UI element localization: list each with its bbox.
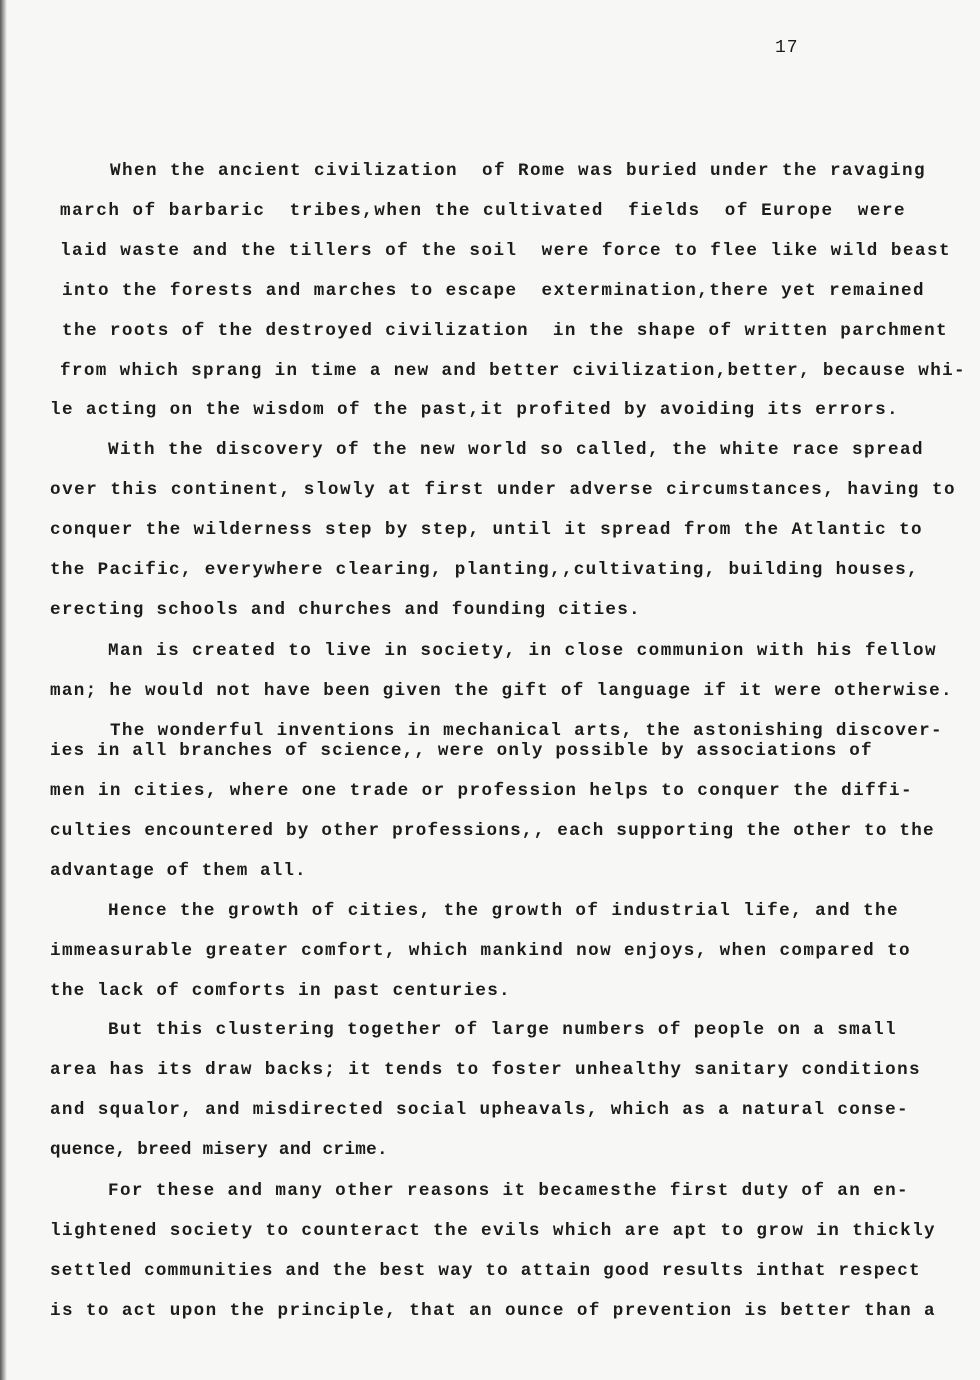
text-line: For these and many other reasons it becamesthe first duty of an en- [108,1181,909,1201]
text-line: The wonderful inventions in mechanical arts, the astonishing discover- [110,721,943,741]
text-line: Hence the growth of cities, the growth of industrial life, and the [108,901,900,921]
text-line: the roots of the destroyed civilization in the shape of written parchment [62,321,949,341]
text-line: When the ancient civilization of Rome was buried under the ravaging [110,161,927,181]
text-line: ies in all branches of science,, were only possible by associations of [50,741,873,761]
text-line: is to act upon the principle, that an ounce of prevention is better than a [50,1301,937,1321]
text-line: quence, breed misery and crime. [50,1140,388,1160]
text-line: immeasurable greater comfort, which mankind now enjoys, when compared to [50,941,911,961]
text-line: into the forests and marches to escape extermination,there yet remained [62,281,926,301]
page-number: 17 [775,38,799,58]
text-line: Man is created to live in society, in close communion with his fellow [108,641,938,661]
text-line: the lack of comforts in past centuries. [50,981,511,1001]
text-line: conquer the wilderness step by step, until it spread from the Atlantic to [50,520,923,540]
text-line: man; he would not have been given the gift of language if it were otherwise. [50,681,953,701]
text-line: advantage of them all. [50,861,307,881]
text-line: over this continent, slowly at first under adverse circumstances, having to [50,480,957,500]
text-line: erecting schools and churches and founding cities. [50,600,641,620]
text-line: le acting on the wisdom of the past,it profited by avoiding its errors. [50,400,899,420]
text-line: men in cities, where one trade or profession helps to conquer the diffi- [50,781,914,801]
text-line: culties encountered by other professions,, each supporting the other to the [50,821,935,841]
text-line: settled communities and the best way to attain good results inthat respect [50,1261,921,1281]
text-line: lightened society to counteract the evils which are apt to grow in thickly [50,1221,937,1241]
text-line: the Pacific, everywhere clearing, planting,,cultivating, building houses, [50,560,919,580]
text-line: But this clustering together of large numbers of people on a small [108,1020,897,1040]
text-line: laid waste and the tillers of the soil were force to flee like wild beast [60,241,952,261]
text-line: With the discovery of the new world so called, the white race spread [108,440,925,460]
text-line: from which sprang in time a new and better civilization,better, because whi- [60,361,966,381]
text-line: area has its draw backs; it tends to foster unhealthy sanitary conditions [50,1060,921,1080]
text-line: and squalor, and misdirected social upheavals, which as a natural conse- [50,1100,909,1120]
page-edge-shadow [0,0,7,1380]
text-line: march of barbaric tribes,when the cultivated fields of Europe were [60,201,907,221]
